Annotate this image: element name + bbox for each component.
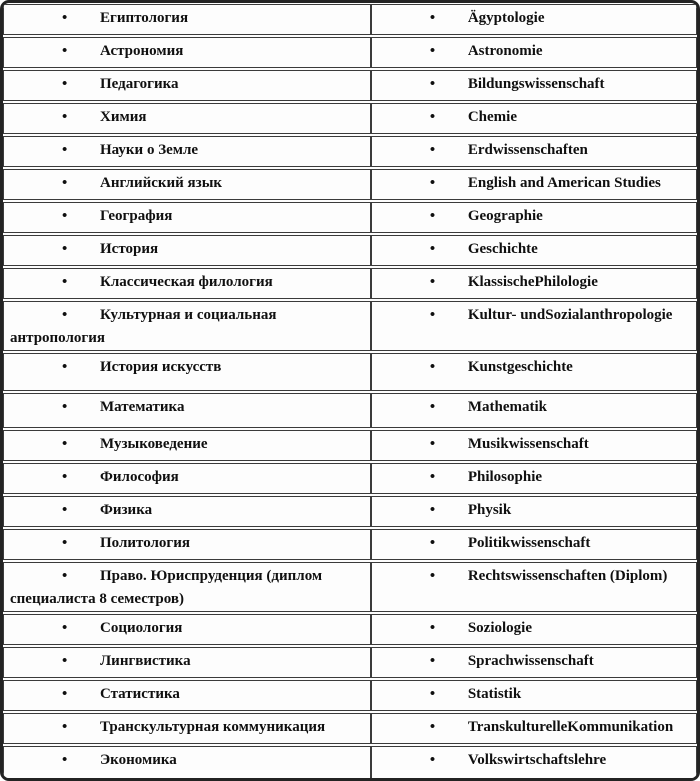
bullet-icon: •: [62, 359, 68, 375]
cell-german: [371, 614, 697, 645]
cell-russian: [3, 746, 371, 781]
bullet-icon: •: [62, 436, 68, 452]
bullet-icon: •: [62, 307, 68, 323]
subject-russian: Английский язык: [100, 175, 223, 191]
table-row: [3, 562, 697, 612]
subject-german: Statistik: [467, 686, 522, 702]
cell-russian: [3, 37, 371, 68]
cell-german: [371, 496, 697, 527]
subject-russian: Философия: [100, 469, 179, 485]
subject-russian: Математика: [100, 399, 185, 415]
table-row: [3, 463, 697, 494]
table-row: [3, 4, 697, 35]
bullet-icon: •: [429, 76, 436, 92]
table-row: [3, 746, 697, 781]
table-row: [3, 353, 697, 391]
cell-russian: [3, 463, 371, 494]
bullet-icon: •: [429, 274, 436, 290]
subject-russian: География: [100, 208, 173, 224]
bullet-icon: •: [62, 469, 68, 485]
bullet-icon: •: [62, 686, 68, 702]
cell-russian: [3, 202, 371, 233]
cell-russian: [3, 647, 371, 678]
cell-russian: [3, 70, 371, 101]
bullet-icon: •: [62, 175, 68, 191]
subjects-table: [3, 2, 697, 781]
cell-russian: [3, 4, 371, 35]
cell-german: [371, 70, 697, 101]
table-row: [3, 136, 697, 167]
bullet-icon: •: [429, 43, 436, 59]
cell-german: [371, 463, 697, 494]
subject-russian: Экономика: [100, 752, 177, 768]
subject-german: Volkswirtschaftslehre: [467, 752, 607, 768]
subject-german: Soziologie: [467, 620, 533, 636]
cell-russian: [3, 169, 371, 200]
table-row: [3, 496, 697, 527]
subject-german: Rechtswissenschaften (Diplom): [467, 568, 668, 584]
bullet-icon: •: [62, 109, 68, 125]
subject-russian: Социология: [100, 620, 183, 636]
table-row: [3, 529, 697, 560]
cell-russian: [3, 680, 371, 711]
bullet-icon: •: [62, 274, 68, 290]
bullet-icon: •: [62, 535, 68, 551]
bullet-icon: •: [62, 241, 68, 257]
cell-german: [371, 4, 697, 35]
cell-russian: [3, 393, 371, 428]
bullet-icon: •: [429, 568, 436, 584]
table-row: [3, 713, 697, 744]
cell-russian: [3, 430, 371, 461]
subject-russian: Музыковедение: [100, 436, 208, 452]
subject-russian: Египтология: [100, 10, 189, 26]
bullet-icon: •: [429, 10, 436, 26]
cell-russian: [3, 103, 371, 134]
subject-russian: Лингвистика: [100, 653, 191, 669]
cell-russian: [3, 301, 371, 351]
cell-german: [371, 202, 697, 233]
subject-german: Bildungswissenschaft: [467, 76, 605, 92]
cell-german: [371, 103, 697, 134]
cell-german: [371, 169, 697, 200]
cell-german: [371, 713, 697, 744]
table-row: [3, 37, 697, 68]
bullet-icon: •: [429, 359, 436, 375]
subject-german: Erdwissenschaften: [467, 142, 588, 158]
bullet-icon: •: [62, 142, 68, 158]
subject-german: Politikwissenschaft: [467, 535, 591, 551]
table-row: [3, 103, 697, 134]
subject-russian: Науки о Земле: [100, 142, 199, 158]
bullet-icon: •: [429, 752, 436, 768]
table-row: [3, 235, 697, 266]
cell-german: [371, 353, 697, 391]
subject-german: KlassischePhilologie: [467, 274, 598, 290]
subject-russian: Политология: [100, 535, 190, 551]
subject-german: Philosophie: [467, 469, 543, 485]
bullet-icon: •: [62, 620, 68, 636]
table-row: [3, 301, 697, 351]
cell-german: [371, 430, 697, 461]
table-row: [3, 70, 697, 101]
subject-russian: История искусств: [100, 359, 222, 375]
table-row: [3, 268, 697, 299]
bullet-icon: •: [62, 10, 68, 26]
subject-russian: История: [100, 241, 159, 257]
cell-german: [371, 136, 697, 167]
cell-german: [371, 562, 697, 612]
cell-russian: [3, 136, 371, 167]
bullet-icon: •: [62, 653, 68, 669]
bullet-icon: •: [429, 502, 436, 518]
bullet-icon: •: [429, 719, 436, 735]
cell-russian: [3, 614, 371, 645]
bullet-icon: •: [62, 43, 68, 59]
bullet-icon: •: [429, 535, 436, 551]
bullet-icon: •: [429, 399, 436, 415]
bullet-icon: •: [429, 469, 436, 485]
bullet-icon: •: [62, 752, 68, 768]
subject-german: Astronomie: [467, 43, 543, 59]
subject-russian: Право. Юриспруденция (диплом специалиста 8 семестров): [10, 568, 323, 607]
bullet-icon: •: [62, 568, 68, 584]
table-row: [3, 202, 697, 233]
cell-german: [371, 746, 697, 781]
table-row: [3, 430, 697, 461]
table-body: [3, 4, 697, 781]
subject-german: Geographie: [467, 208, 543, 224]
cell-german: [371, 235, 697, 266]
bullet-icon: •: [429, 307, 436, 323]
subject-russian: Астрономия: [100, 43, 184, 59]
table-row: [3, 614, 697, 645]
subject-russian: Классическая филология: [100, 274, 273, 290]
table-row: [3, 393, 697, 428]
bullet-icon: •: [429, 175, 436, 191]
cell-german: [371, 393, 697, 428]
cell-russian: [3, 529, 371, 560]
cell-german: [371, 680, 697, 711]
subject-russian: Химия: [100, 109, 147, 125]
bullet-icon: •: [429, 653, 436, 669]
bullet-icon: •: [429, 109, 436, 125]
cell-russian: [3, 496, 371, 527]
subject-russian: Транскультурная коммуникация: [100, 719, 326, 735]
subject-german: Musikwissenschaft: [467, 436, 589, 452]
bullet-icon: •: [429, 436, 436, 452]
table-row: [3, 169, 697, 200]
subject-german: Geschichte: [467, 241, 538, 257]
subject-russian: Педагогика: [100, 76, 179, 92]
bullet-icon: •: [429, 208, 436, 224]
subject-german: Mathematik: [467, 399, 547, 415]
subject-russian: Культурная и социальная антропология: [10, 307, 277, 346]
bullet-icon: •: [62, 208, 68, 224]
bullet-icon: •: [429, 686, 436, 702]
cell-russian: [3, 235, 371, 266]
subject-german: Kunstgeschichte: [467, 359, 573, 375]
cell-german: [371, 37, 697, 68]
subject-german: Ägyptologie: [467, 10, 545, 26]
cell-german: [371, 268, 697, 299]
subject-german: TranskulturelleKommunikation: [467, 719, 674, 735]
bullet-icon: •: [62, 76, 68, 92]
table-row: [3, 680, 697, 711]
bullet-icon: •: [62, 719, 68, 735]
cell-russian: [3, 562, 371, 612]
cell-russian: [3, 353, 371, 391]
bullet-icon: •: [62, 399, 68, 415]
cell-russian: [3, 713, 371, 744]
cell-german: [371, 647, 697, 678]
subject-german: English and American Studies: [467, 175, 661, 191]
bullet-icon: •: [429, 142, 436, 158]
subject-russian: Статистика: [100, 686, 180, 702]
table-row: [3, 647, 697, 678]
bullet-icon: •: [429, 241, 436, 257]
subject-german: Kultur- undSozialanthropologie: [467, 307, 673, 323]
cell-german: [371, 529, 697, 560]
bullet-icon: •: [429, 620, 436, 636]
bullet-icon: •: [62, 502, 68, 518]
subject-german: Chemie: [467, 109, 517, 125]
cell-russian: [3, 268, 371, 299]
subject-german: Sprachwissenschaft: [467, 653, 594, 669]
subject-german: Physik: [467, 502, 512, 518]
subject-russian: Физика: [100, 502, 153, 518]
cell-german: [371, 301, 697, 351]
